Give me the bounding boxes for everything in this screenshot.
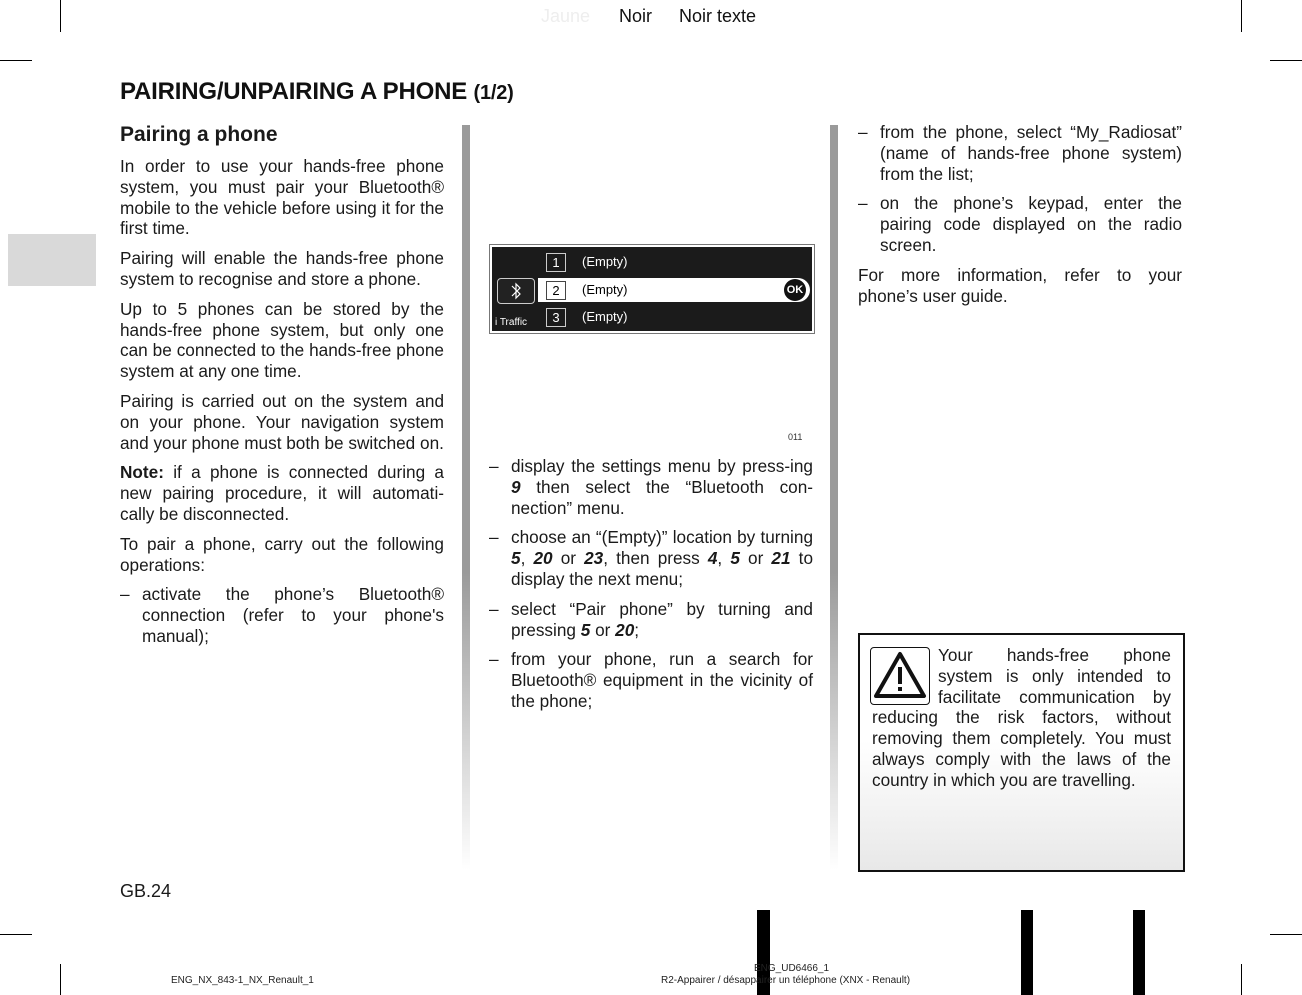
paragraph: Pairing is carried out on the system and on your phone. Your navigation system and your phone must both be switched on. <box>120 390 444 453</box>
list-item <box>489 649 813 711</box>
list-item-text: activate the phone’s Bluetooth® connection (refer to your phone's manual); <box>142 584 444 646</box>
dash: – <box>489 649 499 670</box>
paragraph: Up to 5 phones can be stored by the hands-free phone system, but only one can be connected to the hands-free phone system at any one time. <box>120 298 444 382</box>
control-number: 21 <box>771 548 791 569</box>
text: ; <box>634 619 640 640</box>
control-number: 23 <box>584 548 604 569</box>
control-number: 20 <box>615 619 635 640</box>
color-name-noir: Noir <box>619 6 653 26</box>
list-item <box>858 193 1182 255</box>
crop-mark <box>60 964 61 995</box>
slot-number: 3 <box>546 308 566 327</box>
text: select “Pair phone” by turning and pressing <box>511 598 813 640</box>
text: display the settings menu by press-ing <box>511 456 813 476</box>
text: , <box>717 548 731 569</box>
footer-doc-title: R2-Appairer / désappairer un téléphone (XNX - Renault) <box>661 975 911 986</box>
text: , <box>520 548 534 569</box>
note-label: Note: <box>120 462 164 483</box>
paragraph: To pair a phone, carry out the following operations: <box>120 533 444 575</box>
list-item-text: from your phone, run a search for Bluetooth® equipment in the vicinity of the phone; <box>511 649 813 711</box>
color-name-jaune: Jaune <box>541 6 591 26</box>
phone-slot-row-selected <box>538 278 810 302</box>
slot-label: (Empty) <box>582 309 628 324</box>
crop-mark <box>60 0 61 32</box>
column-middle <box>489 456 813 721</box>
text: choose an “(Empty)” location by turning <box>511 527 813 548</box>
radio-screen-illustration <box>489 244 815 334</box>
text: to display the next menu; <box>511 548 813 589</box>
warning-box <box>858 633 1185 872</box>
control-number: 4 <box>707 548 718 569</box>
crop-mark <box>1270 934 1302 935</box>
warning-text: Your hands-free phone system is only intended to facilitate communication by reducing the risk factors, without removing them completely. You must always comply with the laws of the country in which you are travelling. <box>872 645 1171 790</box>
bluetooth-button <box>497 278 535 304</box>
title-part: (1/2) <box>473 82 514 104</box>
phone-slot-row <box>538 250 810 274</box>
crop-mark <box>1241 964 1242 995</box>
dash: – <box>489 527 499 548</box>
control-number: 20 <box>533 548 553 569</box>
dash: – <box>858 193 868 214</box>
column-separator <box>462 125 470 870</box>
text: or <box>739 548 772 569</box>
dash: – <box>120 584 130 605</box>
crop-mark <box>1270 60 1302 61</box>
column-right <box>858 122 1182 315</box>
slot-label: (Empty) <box>582 254 628 269</box>
section-tab <box>8 234 96 286</box>
bluetooth-icon <box>498 279 534 303</box>
crop-mark <box>1241 0 1242 32</box>
text: or <box>590 619 616 640</box>
title-main: PAIRING/UNPAIRING A PHONE <box>120 78 468 105</box>
page-number: GB.24 <box>120 881 172 901</box>
list-item-text: on the phone’s keypad, enter the pairing code displayed on the radio screen. <box>880 193 1182 255</box>
section-heading: Pairing a phone <box>120 123 278 146</box>
figure-reference: 011 <box>788 432 803 442</box>
page-title <box>120 78 514 106</box>
ok-icon: OK <box>784 279 806 301</box>
control-number: 5 <box>511 548 521 569</box>
paragraph: Pairing will enable the hands-free phone system to recognise and store a phone. <box>120 248 444 289</box>
list-item-text: from the phone, select “My_Radiosat” (name of hands-free phone system) from the list; <box>880 122 1182 184</box>
crop-mark <box>0 934 32 935</box>
dash: – <box>489 598 499 619</box>
list-item <box>489 527 813 589</box>
registration-bar <box>1133 910 1145 995</box>
slot-number: 2 <box>546 281 566 300</box>
dash: – <box>858 122 868 142</box>
paragraph: For more information, refer to your phone’s user guide. <box>858 264 1182 306</box>
text: , then press <box>603 548 708 569</box>
phone-slot-row <box>538 305 810 329</box>
footer-doc-code: ENG_UD6466_1 <box>754 963 830 974</box>
note-paragraph <box>120 462 444 524</box>
dash: – <box>489 456 499 476</box>
footer-file-ref: ENG_NX_843-1_NX_Renault_1 <box>171 975 314 986</box>
list-item <box>489 456 813 518</box>
column-separator <box>830 125 838 870</box>
color-name-noir-texte: Noir texte <box>679 6 757 26</box>
traffic-label: i Traffic <box>495 317 528 328</box>
slot-number: 1 <box>546 253 566 272</box>
control-number: 5 <box>730 548 740 569</box>
column-left <box>120 122 444 656</box>
list-item <box>120 584 444 646</box>
list-item <box>858 122 1182 184</box>
registration-bar <box>1021 910 1033 995</box>
text: then select the “Bluetooth con-nection” menu. <box>511 476 813 518</box>
slot-label: (Empty) <box>582 282 628 297</box>
control-number: 5 <box>580 619 591 640</box>
note-text: if a phone is connected during a new pairing procedure, it will automati-cally be disconnected. <box>120 462 444 524</box>
crop-mark <box>0 60 32 61</box>
text: or <box>552 548 585 569</box>
paragraph: In order to use your hands-free phone system, you must pair your Bluetooth® mobile to the vehicle before using it for the first time. <box>120 156 444 239</box>
control-number: 9 <box>511 476 521 497</box>
list-item <box>489 599 813 641</box>
